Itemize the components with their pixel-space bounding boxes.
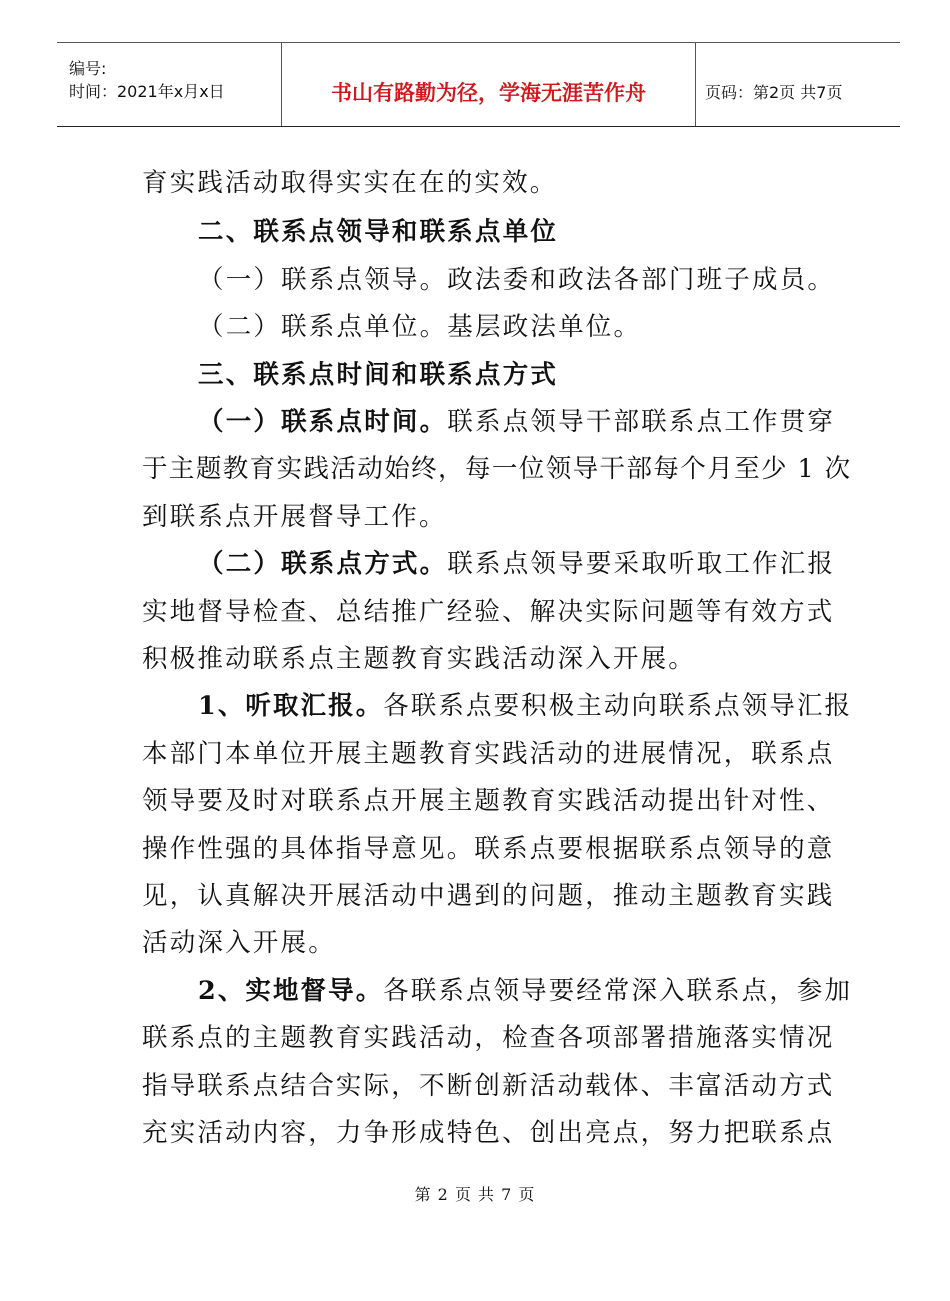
body-line [142, 502, 447, 532]
line-text: 各联系点领导要经常深入联系点，参加 [383, 976, 853, 1006]
time-label: 时间：2021年x月x日 [69, 82, 225, 101]
header-motto-cell [281, 43, 696, 126]
number-label: 编号: [69, 59, 107, 78]
body-line [198, 312, 642, 342]
line-text: 各联系点要积极主动向联系点领导汇报 [383, 691, 853, 721]
header-page-cell [695, 43, 900, 126]
line-text: 实地督导检查、总结推广经验、解决实际问题等有效方式 [142, 597, 835, 627]
line-text: 二、联系点领导和联系点单位 [198, 217, 559, 247]
line-text: 联系点的主题教育实践活动，检查各项部署措施落实情况 [142, 1023, 835, 1053]
line-text: 本部门本单位开展主题教育实践活动的进展情况，联系点 [142, 739, 835, 769]
body-line [142, 834, 835, 864]
line-text: 见，认真解决开展活动中遇到的问题，推动主题教育实践 [142, 881, 835, 911]
body-line [142, 1023, 835, 1053]
body-line [198, 976, 853, 1006]
body-line [198, 265, 836, 295]
body-line [198, 691, 853, 721]
inline-heading: （一）联系点时间。 [198, 407, 448, 437]
inline-heading: 1、听取汇报。 [198, 691, 384, 721]
inline-heading: 2、实地督导。 [198, 976, 384, 1006]
body-line [142, 1118, 835, 1148]
line-text: （一）联系点领导。政法委和政法各部门班子成员。 [198, 265, 836, 295]
line-text: 联系点领导干部联系点工作贯穿 [447, 407, 836, 437]
inline-heading: （二）联系点方式。 [198, 549, 448, 579]
page-label: 页码：第2页 共7页 [705, 83, 843, 102]
motto: 书山有路勤为径，学海无涯苦作舟 [331, 81, 646, 105]
body-line [142, 786, 835, 816]
line-text: （二）联系点单位。基层政法单位。 [198, 312, 642, 342]
body-line [198, 407, 836, 437]
page-footer: 第 2 页 共 7 页 [414, 1185, 536, 1204]
body-line [198, 549, 836, 579]
body-line [142, 928, 336, 958]
section-heading [198, 360, 559, 390]
body-line [142, 597, 835, 627]
line-text: 充实活动内容，力争形成特色、创出亮点，努力把联系点 [142, 1118, 835, 1148]
header-meta [57, 43, 281, 126]
section-heading [198, 217, 559, 247]
body-line [142, 454, 852, 484]
line-text: 育实践活动取得实实在在的实效。 [142, 168, 558, 198]
line-text: 三、联系点时间和联系点方式 [198, 360, 559, 390]
line-text: 联系点领导要采取听取工作汇报 [447, 549, 836, 579]
body-line [142, 644, 697, 674]
body-line [142, 1071, 835, 1101]
body-line [142, 881, 835, 911]
line-text: 活动深入开展。 [142, 928, 336, 958]
line-text: 积极推动联系点主题教育实践活动深入开展。 [142, 644, 697, 674]
body-line [142, 168, 558, 198]
line-text: 到联系点开展督导工作。 [142, 502, 447, 532]
body-line [142, 739, 835, 769]
page-header [57, 42, 900, 127]
line-text: 领导要及时对联系点开展主题教育实践活动提出针对性、 [142, 786, 835, 816]
line-text: 指导联系点结合实际，不断创新活动载体、丰富活动方式 [142, 1071, 835, 1101]
line-text: 操作性强的具体指导意见。联系点要根据联系点领导的意 [142, 834, 835, 864]
line-text: 于主题教育实践活动始终，每一位领导干部每个月至少 1 次 [142, 454, 852, 484]
